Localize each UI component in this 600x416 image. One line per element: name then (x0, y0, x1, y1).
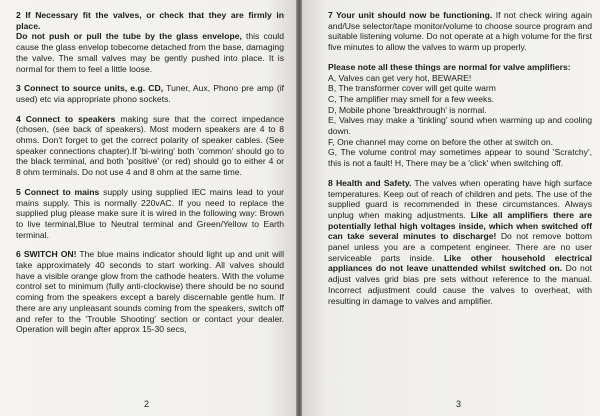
section-3-text (16, 83, 284, 104)
section-8-heading: 8 Health and Safety. (328, 177, 412, 188)
section-8-unattended-warning: Like other household electrical appliances do not leave unattended whilst switched on. (328, 252, 592, 274)
section-4-heading: 4 Connect to speakers (16, 113, 116, 124)
section-2-warning: Do not push or pull the tube by the glass envelope, (16, 31, 242, 42)
section-8-text (328, 178, 592, 306)
section-8-body-2: Do not remove bottom panel unless you are a competent engineer. There are no user serviceable parts inside. (328, 231, 592, 263)
section-8-health-safety (328, 178, 592, 306)
section-7-text (328, 10, 592, 53)
section-4-speakers (16, 114, 284, 178)
section-2-text (16, 31, 284, 74)
section-4-text (16, 114, 284, 178)
left-page (0, 0, 296, 416)
section-6-switch-on (16, 249, 284, 335)
section-6-body: The blue mains indicator should light up and unit will take approximately 40 seconds to start working. All valves should have a visible orange glow from the cathode heaters. With the volume control set to minimum (fully anti-clockwise) there should be no sound coming from the speakers except a barely discernable gentle hum. If there are any unpleasant sounds coming from the speakers, switch off and refer to the 'Trouble Shooting' section or contact your dealer. Operation will begin after approx 15-30 secs, (16, 249, 285, 335)
section-3-heading: 3 Connect to source units, e.g. CD, (16, 83, 164, 94)
section-5-body: supply using supplied IEC mains lead to your mains supply. This is normally 220vAC. If you need to replace the supplied plug please make sure it is wired in the following way: Brown to live terminal,Blue to Neutral terminal and Green/Yellow to Earth terminal. (16, 186, 285, 240)
list-item: D, Mobile phone 'breakthrough' is normal. (328, 104, 487, 115)
normal-behaviour-list (328, 62, 592, 169)
section-7-body: If not check wiring again and/Use selector/tape monitor/volume to choose source program and suitable listening volume. Do not operate at a high volume for the first five minutes to allow the valves to warm up properly. (328, 10, 592, 53)
section-2-fit-valves (16, 10, 284, 74)
section-8-body-1: The valves when operating have high surface temperatures. Keep out of reach of children and pets. The use of the supplied guard is recommended in these circumstances. Always unplug when making adjustments. (328, 177, 593, 220)
section-5-heading: 5 Connect to mains (16, 186, 100, 197)
section-7-heading: 7 Your unit should now be functioning. (328, 10, 493, 20)
section-8-voltage-warning: Like all amplifiers there are potentially lethal high voltages inside, which when switched off can take several minutes to discharge! (328, 209, 592, 242)
list-item: G, The volume control may sometimes appear to sound 'Scratchy', this is not a fault! H, There may be a 'click' when switching off. (328, 147, 592, 169)
section-4-body: making sure that the correct impedance (chosen, (see back of speakers). Most modern speakers are 4 to 8 ohms. Don't forget to get the correct polarity of speaker cables. (See speaker connections chapter).If 'bi-wiring' both 'common' should go to the black terminal, and both 'positive' (or red) should go to either 4 or 8 ohm terminals. Do not use 4 and 8 ohm at the same time. (16, 113, 285, 178)
section-2-body: this could cause the glass envelop tobecome detached from the base, damaging the valve. The small valves may be gently pushed into place. It is normal for them to feel a little loose. (16, 31, 284, 74)
right-page-number: 3 (456, 399, 462, 410)
section-3-body: Tuner, Aux, Phono pre amp (if used) etc via appropriate phono sockets. (16, 83, 285, 104)
section-5-mains (16, 187, 284, 241)
list-item: A, Valves can get very hot, BEWARE! (328, 72, 472, 83)
section-7-functioning (328, 10, 592, 53)
list-item: B, The transformer cover will get quite warm (328, 83, 496, 94)
section-6-text (16, 249, 284, 335)
section-8-body-3: Do not adjust valves grid bias pre sets without reference to the manual. Incorrect adjustment could cause the valves to overheat, with resulting in damage to valves and amplifier. (328, 263, 592, 306)
section-5-text (16, 187, 284, 241)
list-item: F, One channel may come on before the other at switch on. (328, 136, 553, 147)
section-3-source-units (16, 83, 284, 104)
section-6-heading: 6 SWITCH ON! (16, 249, 77, 260)
section-2-heading: 2 If Necessary fit the valves, or check that they are firmly in place. (16, 10, 284, 31)
list-item: E, Valves may make a 'tinkling' sound when warming up and cooling down. (328, 115, 592, 137)
list-item: C, The amplifier may smell for a few weeks. (328, 93, 495, 104)
right-page (302, 0, 600, 416)
left-page-number: 2 (144, 399, 150, 410)
normal-behaviour-heading: Please note all these things are normal for valve amplifiers: (328, 61, 571, 72)
